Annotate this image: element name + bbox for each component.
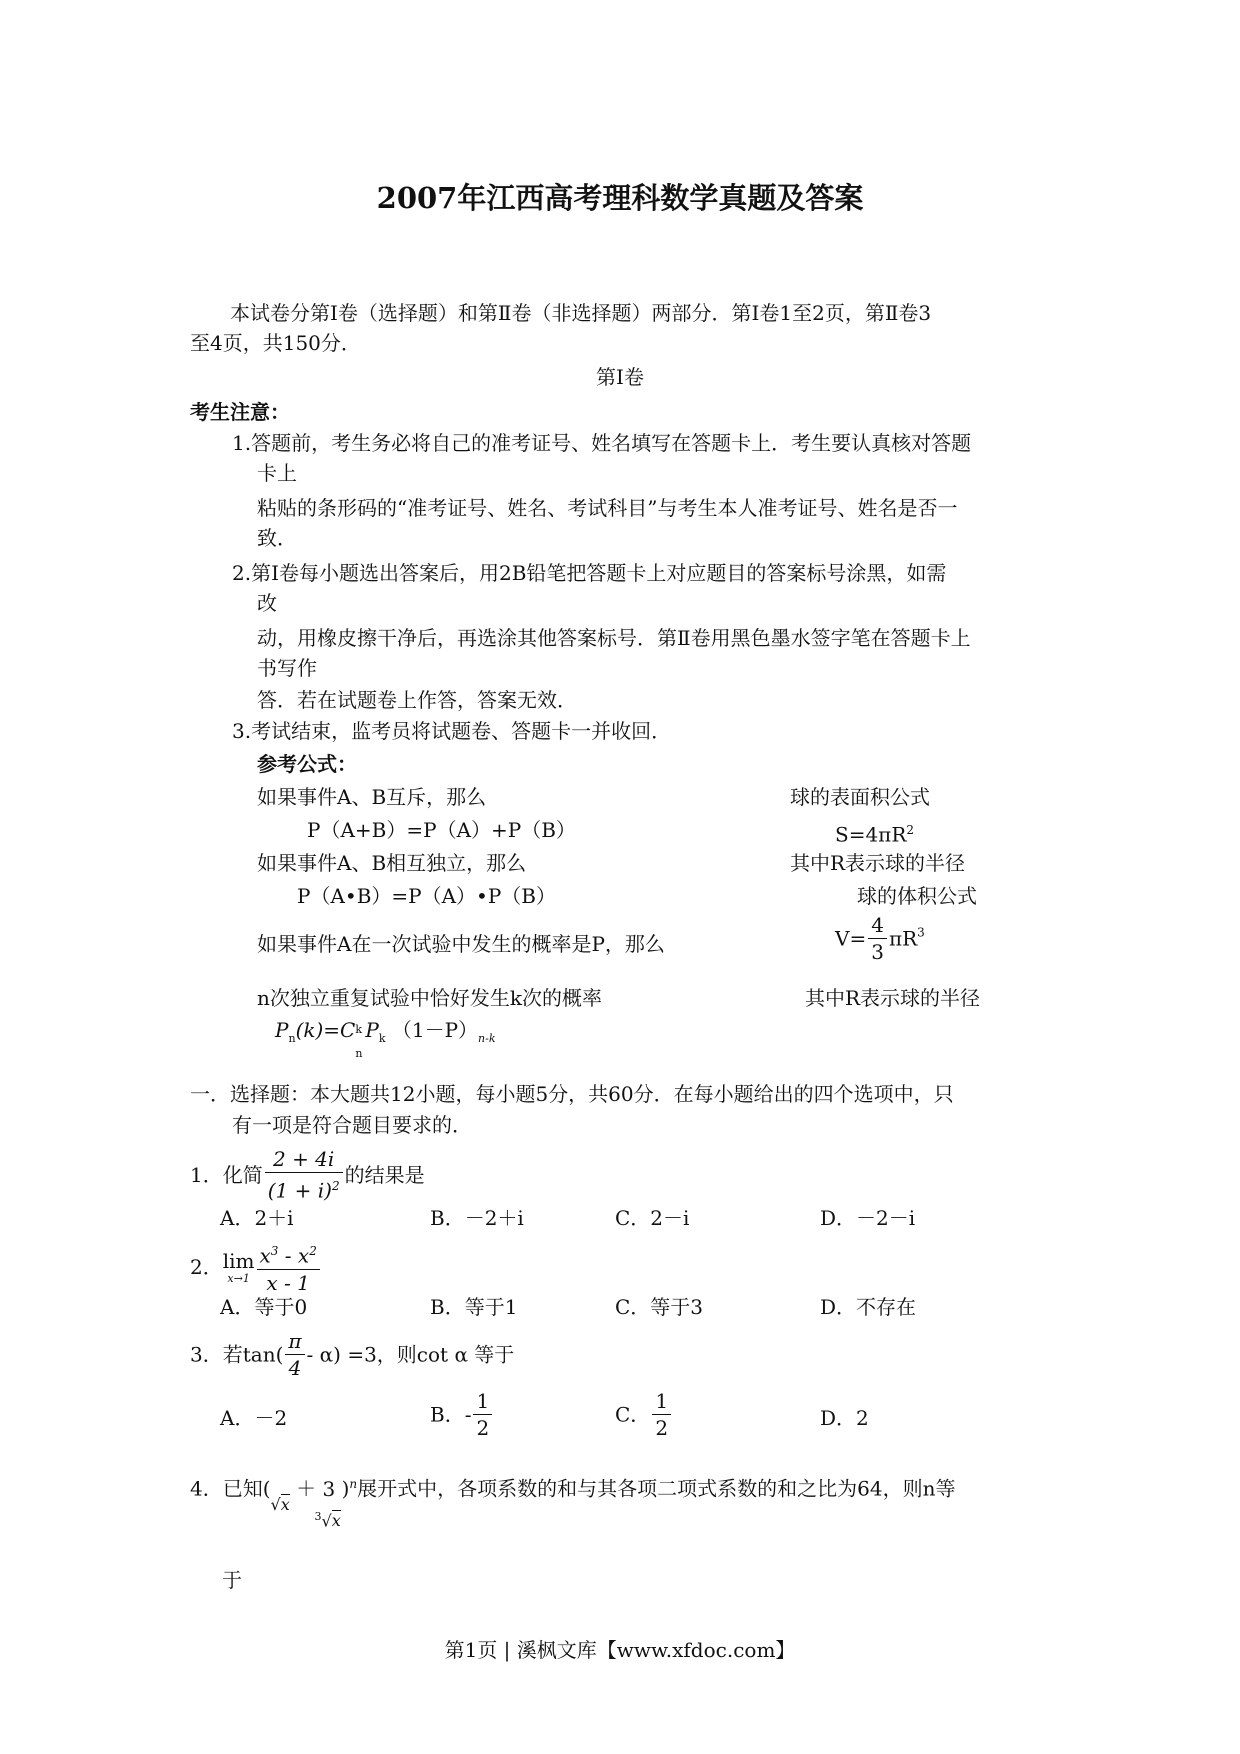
question-text: 展开式中，各项系数的和与其各项二项式系数的和之比为64，则n等: [357, 1476, 956, 1501]
formula-left-3: 如果事件A、B相互独立，那么: [257, 851, 527, 875]
formula-text: P: [365, 1018, 379, 1042]
formula-sub: n: [288, 1032, 296, 1045]
sqrt-expression: [271, 1491, 290, 1519]
option-a: A．等于0: [220, 1295, 308, 1319]
notice-line: 动，用橡皮擦干净后，再选涂其他答案标号．第Ⅱ卷用黑色墨水签字笔在答题卡上: [257, 626, 971, 650]
limit: [223, 1249, 255, 1285]
question-number: 4．已知(: [190, 1476, 271, 1501]
fraction-numerator: 3: [322, 1476, 336, 1501]
cbrt-expression: [314, 1503, 340, 1535]
formula-left-1: 如果事件A、B互斥，那么: [257, 785, 487, 809]
formula-sup: n: [349, 1477, 358, 1491]
formula-text: - x: [278, 1243, 310, 1268]
fraction-numerator: [257, 1238, 320, 1270]
formula-right-2: [835, 816, 914, 849]
formula-left-4: P（A•B）=P（A）•P（B）: [297, 884, 557, 908]
notice-line: 2.第Ⅰ卷每小题选出答案后，用2B铅笔把答题卡上对应题目的答案标号涂黑，如需: [232, 561, 947, 585]
fraction-denominator: [265, 1173, 343, 1204]
option-c: C．等于3: [615, 1295, 704, 1319]
formula-sub: n-k: [478, 1032, 496, 1045]
notice-heading: 考生注意：: [190, 400, 290, 424]
formula-sup: 2: [331, 1179, 340, 1193]
fraction: [652, 1388, 671, 1441]
notice-line: 致．: [257, 526, 297, 550]
formula-text: V=: [835, 926, 867, 951]
option-b: B．－2＋i: [430, 1206, 524, 1230]
question-2: [190, 1238, 322, 1296]
option-c: [615, 1388, 673, 1441]
formula-sup: k: [355, 1022, 363, 1036]
formula-text: πR: [888, 926, 918, 951]
formula-text: (1 + i): [267, 1178, 332, 1203]
binomial-formula: [275, 1016, 496, 1060]
formula-right-1: 球的表面积公式: [790, 785, 930, 809]
question-1: [190, 1146, 425, 1204]
formula-sub: n: [355, 1046, 363, 1060]
formula-right-4: 球的体积公式: [857, 884, 977, 908]
fraction-numerator: 1: [652, 1388, 671, 1415]
sphere-surface-formula: S=4πR: [835, 822, 907, 847]
formula-text: （1－P）: [391, 1018, 479, 1042]
intro-line-1: 本试卷分第Ⅰ卷（选择题）和第Ⅱ卷（非选择题）两部分．第Ⅰ卷1至2页，第Ⅱ卷3: [230, 301, 932, 325]
formula-right-5: [835, 912, 925, 965]
option-label: B．: [430, 1402, 465, 1427]
cbrt-fraction: [314, 1475, 341, 1530]
page-footer: 第1页 | 溪枫文库【www.xfdoc.com】: [444, 1638, 796, 1662]
formula-right-3: 其中R表示球的半径: [790, 851, 966, 875]
option-label: C．: [615, 1402, 651, 1427]
fraction: [285, 1328, 304, 1381]
sqrt-radicand: x: [331, 1510, 341, 1530]
formula-text: P: [275, 1018, 289, 1042]
formula-left-6: n次独立重复试验中恰好发生k次的概率: [257, 986, 602, 1010]
fraction-numerator: 1: [473, 1388, 492, 1415]
notice-line: 3.考试结束，监考员将试题卷、答题卡一并收回．: [232, 719, 672, 743]
option-d: D．－2－i: [820, 1206, 916, 1230]
notice-line: 答．若在试题卷上作答，答案无效．: [257, 688, 577, 712]
minus-sign: -: [464, 1402, 472, 1427]
part1-line-2: 有一项是符合题目要求的．: [232, 1113, 472, 1137]
formula-left-5: 如果事件A在一次试验中发生的概率是P，那么: [257, 932, 665, 956]
formula-text: ): [341, 1476, 350, 1501]
question-4: [190, 1470, 956, 1530]
formula-text: tan(: [242, 1342, 284, 1367]
formula-left-2: P（A+B）=P（A）+P（B）: [307, 818, 576, 842]
section-header: 第Ⅰ卷: [596, 365, 644, 389]
notice-line: 卡上: [257, 461, 297, 485]
option-a: A．2＋i: [220, 1206, 294, 1230]
sqrt-radicand: x: [280, 1494, 290, 1514]
option-d: D．不存在: [820, 1295, 917, 1319]
option-d: D．2: [820, 1406, 869, 1430]
question-number: 2．: [190, 1254, 223, 1279]
sqrt-symbol: √: [270, 1494, 281, 1514]
fraction: [265, 1146, 343, 1204]
limit-symbol: lim: [222, 1248, 255, 1273]
fraction-denominator: 3: [871, 940, 884, 964]
page-title: 2007年江西高考理科数学真题及答案: [376, 181, 864, 215]
formula-sup: 3: [917, 925, 925, 940]
question-4-line-2: 于: [222, 1568, 242, 1592]
cbrt-index: 3: [314, 1509, 322, 1523]
fraction: [868, 912, 887, 965]
fraction: [473, 1388, 492, 1441]
fraction: [257, 1238, 320, 1296]
option-a: A．－2: [220, 1406, 288, 1430]
formula-sub: k: [378, 1032, 386, 1045]
limit-subscript: x→1: [227, 1271, 250, 1285]
fraction-denominator: 4: [288, 1356, 302, 1380]
question-text: 的结果是: [344, 1162, 425, 1187]
notice-line: 粘贴的条形码的“准考证号、姓名、考试科目”与考生本人准考证号、姓名是否一: [257, 496, 958, 520]
formula-right-6: 其中R表示球的半径: [805, 986, 981, 1010]
fraction-numerator: 4: [868, 912, 887, 939]
option-c: C．2－i: [615, 1206, 690, 1230]
fraction-denominator: x - 1: [266, 1270, 310, 1295]
question-number: 3．若: [190, 1342, 243, 1367]
sqrt-symbol: √: [321, 1510, 332, 1530]
notice-line: 书写作: [257, 656, 317, 680]
part1-line-1: 一．选择题：本大题共12小题，每小题5分，共60分．在每小题给出的四个选项中，只: [190, 1082, 954, 1106]
formula-sup: 3: [270, 1244, 279, 1258]
plus-sign: ＋: [296, 1476, 317, 1501]
formula-text: x: [259, 1243, 271, 1268]
option-b: B．等于1: [430, 1295, 518, 1319]
notice-line: 1.答题前，考生务必将自己的准考证号、姓名填写在答题卡上．考生要认真核对答题: [232, 431, 972, 455]
question-text: - α) =3，则cot α 等于: [306, 1342, 515, 1367]
notice-line: 改: [257, 591, 277, 615]
question-3: [190, 1328, 514, 1381]
option-b: [430, 1388, 494, 1441]
intro-line-2: 至4页，共150分．: [190, 331, 361, 355]
formula-text: (k)=C: [295, 1018, 356, 1042]
formulas-heading: 参考公式：: [257, 752, 357, 776]
formula-sup: 2: [309, 1244, 317, 1258]
formula-sup: 2: [906, 823, 915, 837]
fraction-denominator: 2: [655, 1416, 669, 1440]
fraction-numerator: 2 + 4i: [265, 1146, 343, 1173]
question-number: 1．化简: [190, 1162, 263, 1187]
fraction-denominator: 2: [476, 1416, 490, 1440]
fraction-numerator: π: [285, 1328, 304, 1355]
